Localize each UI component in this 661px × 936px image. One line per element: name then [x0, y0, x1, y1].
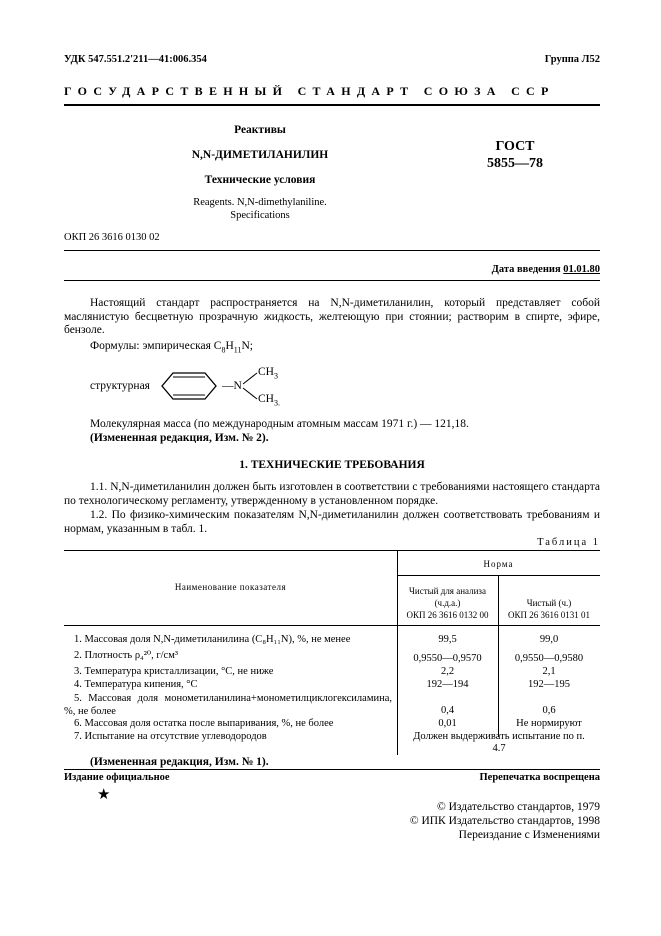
table-row [74, 718, 399, 729]
standard-banner: ГОСУДАРСТВЕННЫЙ СТАНДАРТ СОЮЗА ССР [64, 84, 555, 98]
reprint-notice: Перепечатка воспрещена [479, 772, 600, 783]
row-value-a: 0,4 [440, 705, 455, 716]
formula-label: Формулы: эмпирическая C [90, 340, 222, 352]
star-icon: ★ [97, 785, 111, 803]
structural-label: структурная [90, 380, 150, 392]
table-row [74, 649, 399, 661]
row-name: 2. Плотность ρ₄²⁰, г/см³ [74, 650, 179, 661]
title-en-line2: Specifications [230, 210, 290, 221]
row-value-merged: Должен выдерживать испытание по п. 4.7 [413, 731, 585, 754]
table-header-name: Наименование показателя [174, 582, 287, 592]
title-line-specs: Технические условия [204, 174, 316, 186]
copyright-1998: © ИПК Издательство стандартов, 1998 [409, 815, 600, 827]
reissue-note: Переиздание с Изменениями [458, 829, 600, 841]
row-value-b: 192—195 [528, 679, 570, 690]
row-value-b: 0,6 [542, 705, 556, 716]
struct-methyl-top [258, 366, 278, 380]
table-row [74, 731, 399, 742]
grade-a-okp: ОКП 26 3616 0132 00 [406, 610, 489, 620]
row-value-b: 2,1 [542, 666, 556, 677]
row-value-a: 0,9550—0,9570 [413, 653, 482, 664]
table-row [74, 634, 399, 645]
row-value-a: 99,5 [438, 634, 457, 645]
grade-a-line2: (ч.д.а.) [434, 598, 461, 608]
table-header-rule [64, 625, 600, 626]
date-label: Дата введения [491, 264, 561, 275]
intro-paragraph: Настоящий стандарт распространяется на N,N-диметиланилин, который представляет собой маслянистую бесцветную прозрачную жидкость, желтеющую при стоянии; растворим в спирте, эфире, бензоле. [64, 297, 600, 336]
copyright-1979: © Издательство стандартов, 1979 [436, 801, 600, 813]
row-value-b: 0,9550—0,9580 [514, 653, 584, 664]
grade-b-okp: ОКП 26 3616 0131 01 [507, 610, 590, 620]
formula-h-sub: 11 [233, 345, 242, 355]
date-value: 01.01.80 [563, 264, 600, 275]
gost-label: ГОСТ [495, 139, 535, 154]
grade-b-line1: Чистый (ч.) [526, 598, 572, 608]
empirical-formula [90, 340, 253, 354]
title-line-reagents: Реактивы [234, 124, 286, 136]
formula-n: N; [241, 340, 253, 352]
formula-h: H [225, 340, 234, 352]
edition-note-2: (Измененная редакция, Изм. № 2). [90, 432, 269, 444]
title-en-line1: Reagents. N,N-dimethylaniline. [193, 197, 327, 208]
clause-1-2: 1.2. По физико-химическим показателям N,N-диметиланилин должен соответствовать требованиям и нормам, указанным в табл. 1. [64, 509, 600, 535]
row-name: 4. Температура кипения, °С [74, 679, 198, 690]
clause-1-1: 1.1. N,N-диметиланилин должен быть изготовлен в соответствии с требованиями настоящего стандарта по технологическому регламенту, утвержденному в установленном порядке. [64, 481, 600, 507]
methyl-bot-sub: 3 [273, 398, 278, 408]
row-value-b: Не нормируют [516, 718, 582, 729]
title-line-substance: N,N-ДИМЕТИЛАНИЛИН [191, 149, 329, 161]
table-row [74, 679, 399, 690]
table-row [74, 666, 399, 677]
row-value-a: 192—194 [426, 679, 469, 690]
section-heading: 1. ТЕХНИЧЕСКИЕ ТРЕБОВАНИЯ [239, 459, 425, 471]
table-row [64, 692, 392, 718]
row-name: 5. Массовая доля монометиланилина+монометилциклогексиламина, %, не более [64, 693, 392, 717]
row-name: 1. Массовая доля N,N-диметиланилина (C₈H₁₁N), %, не менее [74, 634, 351, 645]
struct-methyl-bottom [258, 393, 280, 407]
struct-nitrogen: —N [222, 380, 242, 392]
table-caption: Таблица 1 [537, 537, 600, 548]
formula-c-sub: 8 [221, 345, 226, 355]
row-value-a: 2,2 [440, 666, 455, 677]
date-rule [64, 280, 600, 281]
row-name: 3. Температура кристаллизации, °С, не ниже [74, 666, 274, 677]
methyl-top-text: CH [258, 366, 274, 378]
title-rule [64, 250, 600, 251]
table-header-norm: Норма [483, 559, 514, 569]
row-value-b: 99,0 [539, 634, 559, 645]
udk-code: УДК 547.551.2'211—41:006.354 [64, 54, 207, 65]
grade-a-line1: Чистый для анализа [409, 586, 486, 596]
table-header-grade-b [498, 597, 600, 621]
banner-rule [64, 104, 600, 106]
introduction-date [492, 264, 600, 275]
molar-mass: Молекулярная масса (по международным атомным массам 1971 г.) — 121,18. [90, 418, 469, 430]
footer-rule [64, 769, 600, 770]
table-header-grade-a [397, 585, 498, 621]
edition-note-1: (Измененная редакция, Изм. № 1). [90, 756, 269, 768]
okp-code: ОКП 26 3616 0130 02 [64, 232, 160, 243]
struct-bonds-icon [241, 370, 259, 402]
group-code: Группа Л52 [544, 54, 600, 65]
benzene-ring-icon [158, 370, 220, 402]
gost-number: 5855—78 [487, 156, 543, 171]
methyl-bot-tail: . [277, 398, 280, 408]
row-name: 7. Испытание на отсутствие углеводородов [74, 731, 267, 742]
methyl-bot-text: CH [258, 393, 274, 405]
table-top-rule [64, 550, 600, 551]
methyl-top-sub: 3 [273, 371, 278, 381]
row-value-a: 0,01 [438, 718, 457, 729]
row-name: 6. Массовая доля остатка после выпаривания, %, не более [74, 718, 334, 729]
official-edition: Издание официальное [64, 772, 170, 783]
